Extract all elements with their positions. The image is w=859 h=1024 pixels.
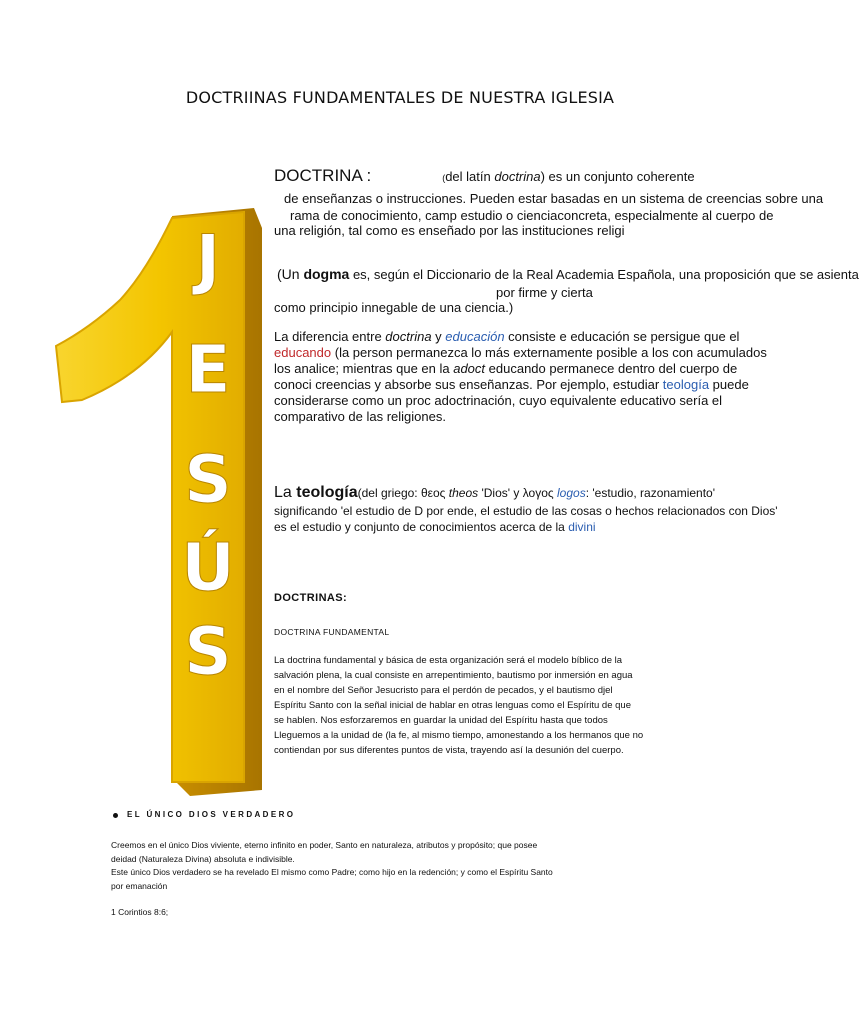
doctrina-fundamental-body (274, 653, 694, 758)
jesus-one-emblem (22, 178, 272, 798)
doctrina-line1: DOCTRINA : (del latín doctrina) es un conjunto coherente (274, 166, 695, 185)
diferencia-line4: conoci creencias y absorbe sus enseñanzas. Por ejemplo, estudiar teología puede (274, 377, 749, 392)
emblem-letter-e: E (185, 331, 231, 408)
doctrinas-heading: DOCTRINAS: (274, 592, 348, 604)
educando-link[interactable]: educando (274, 345, 332, 360)
body-line: en el nombre del Señor Jesucristo para el perdón de pecados, y el bautismo djel (274, 685, 613, 696)
dogma-line1: (Un dogma es, según el Diccionario de la Real Academia Española, una proposición que se asienta (277, 266, 859, 282)
body-line: deidad (Naturaleza Divina) absoluta e indivisible. (111, 853, 295, 864)
emblem-letter-s2: S (184, 613, 232, 690)
bullet-icon (113, 813, 118, 818)
body-line: contiendan por sus diferentes puntos de vista, trayendo así la desunión del cuerpo. (274, 745, 624, 756)
dogma-line3: como principio innegable de una ciencia.) (274, 300, 514, 315)
unico-dios-body (111, 839, 711, 893)
logos-link[interactable]: logos (557, 486, 586, 500)
body-line: por emanación (111, 880, 168, 891)
doctrina-fundamental-heading: DOCTRINA FUNDAMENTAL (274, 627, 390, 637)
unico-dios-heading: EL ÚNICO DIOS VERDADERO (127, 810, 296, 819)
diferencia-line2: educando (la person permanezca lo más externamente posible a los con acumulados (274, 345, 767, 360)
teologia-line2: significando 'el estudio de D por ende, el estudio de las cosas o hechos relacionados con Dios' (274, 504, 778, 518)
emblem-letter-s1: S (184, 441, 232, 518)
diferencia-line5: considerarse como un proc adoctrinación, cuyo equivalente educativo sería el (274, 393, 723, 408)
teologia-link[interactable]: teología (662, 377, 710, 392)
body-line: Espíritu Santo con la señal inicial de hablar en otras lenguas como el Espíritu de que (274, 700, 631, 711)
doctrina-heading: DOCTRINA : (274, 166, 372, 185)
diferencia-line6: comparativo de las religiones. (274, 409, 446, 424)
page-title: DOCTRIINAS FUNDAMENTALES DE NUESTRA IGLESIA (185, 88, 615, 107)
emblem-letter-u: Ú (181, 529, 235, 606)
educacion-link[interactable]: educación (445, 329, 505, 344)
diferencia-line3: los analice; mientras que en la adoct educando permanece dentro del cuerpo de (274, 361, 738, 376)
body-line: La doctrina fundamental y básica de esta organización será el modelo bíblico de la (274, 655, 623, 666)
doctrina-line4: una religión, tal como es enseñado por las instituciones religi (274, 223, 625, 238)
body-line: se hablen. Nos esforzaremos en guardar la unidad del Espíritu hasta que todos (274, 715, 608, 726)
body-line: Creemos en el único Dios viviente, eterno infinito en poder, Santo en naturaleza, atributos y propósito; que posee (111, 840, 538, 850)
scripture-reference: 1 Corintios 8:6; (111, 907, 169, 917)
body-line: Este único Dios verdadero se ha revelado El mismo como Padre; como hijo en la redención; y como el Espíritu Santo (111, 867, 553, 877)
doctrina-line3: rama de conocimiento, camp estudio o cienciaconcreta, especialmente al cuerpo de (290, 208, 774, 223)
body-line: salvación plena, la cual consiste en arrepentimiento, bautismo por inmersión en agua (274, 670, 633, 681)
teologia-term: teología (296, 484, 358, 501)
doctrina-line2: de enseñanzas o instrucciones. Pueden estar basadas en un sistema de creencias sobre una (284, 191, 824, 206)
teologia-line1: La teología(del griego: θεος theos 'Dios' y λογος logos: 'estudio, razonamiento' (274, 484, 716, 501)
dogma-line2: por firme y cierta (496, 285, 593, 300)
dogma-term: dogma (303, 266, 350, 282)
emblem-letter-j: J (195, 221, 221, 298)
diferencia-line1: La diferencia entre doctrina y educación consiste e educación se persigue que el (274, 329, 740, 344)
teologia-line3: es el estudio y conjunto de conocimientos acerca de la divini (274, 520, 596, 534)
body-line: Lleguemos a la unidad de (la fe, al mismo tiempo, amonestando a los hermanos que no (274, 730, 644, 741)
divinidad-link[interactable]: divini (568, 520, 596, 534)
